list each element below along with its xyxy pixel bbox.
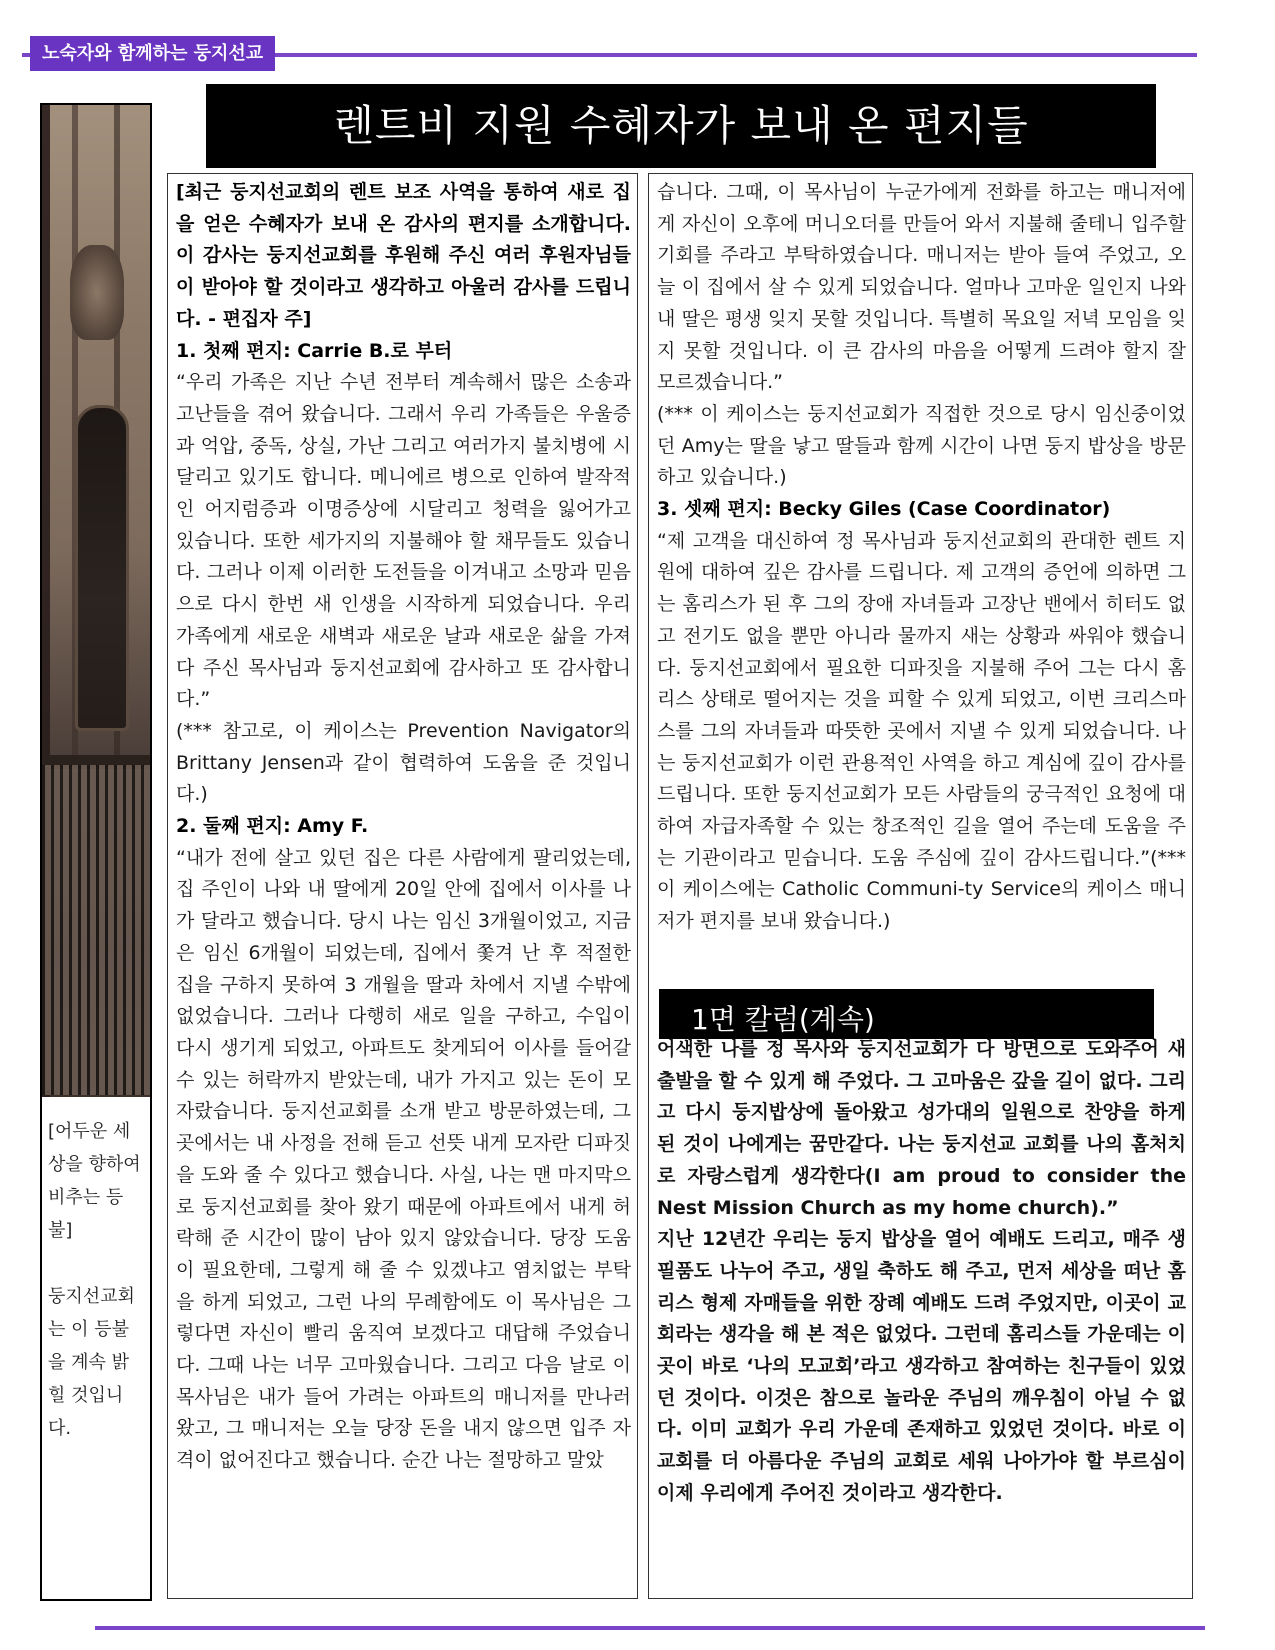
sidebar-caption	[48, 1115, 144, 1445]
page-title: 렌트비 지원 수혜자가 보내 온 편지들	[206, 84, 1156, 168]
editor-intro: [최근 둥지선교회의 렌트 보조 사역을 통하여 새로 집을 얻은 수혜자가 보내 온 감사의 편지를 소개합니다. 이 감사는 둥지선교회를 후원해 주신 여러 후원자님들이 받아야 할 것이라고 생각하고 아울러 감사를 드립니다. - 편집자 주]	[176, 181, 631, 330]
letter3-body: “제 고객을 대신하여 정 목사님과 둥지선교회의 관대한 렌트 지원에 대하여 깊은 감사를 드립니다. 제 고객의 증언에 의하면 그는 홈리스가 된 후 그의 장애 자녀들과 고장난 밴에서 히터도 없고 전기도 없을 뿐만 아니라 물까지 새는 상황과 싸워야 했습니다. 둥지선교회에서 필요한 디파짓을 지불해 주어 그는 다시 홈리스 상태로 떨어지는 것을 피할 수 있게 되었고, 이번 크리스마스를 그의 자녀들과 따뜻한 곳에서 지낼 수 있게 되었습니다. 나는 둥지선교회가 이런 관용적인 사역을 하고 계심에 깊이 감사를 드립니다. 또한 둥지선교회가 모든 사람들의 궁극적인 요청에 대하여 자급자족할 수 있는 창조적인 길을 열어 주는데 도움을 주는 기관이라고 믿습니다. 도움 주심에 깊이 감사드립니다.”(*** 이 케이스에는 Catholic Communi-ty Service의 케이스 매니저가 편지를 보내 왔습니다.)	[657, 529, 1186, 933]
letter1-body: “우리 가족은 지난 수년 전부터 계속해서 많은 소송과 고난들을 겪어 왔습니다. 그래서 우리 가족들은 우울증과 억압, 중독, 상실, 가난 그리고 여러가지 불치병에 시달리고 있기도 합니다. 메니에르 병으로 인하여 발작적인 어지럼증과 이명증상에 시달리고 청력을 잃어가고 있습니다. 또한 세가지의 지불해야 할 채무들도 있습니다. 그러나 이제 이러한 도전들을 이겨내고 소망과 믿음으로 다시 한번 새 인생을 시작하게 되었습니다. 우리 가족에게 새로운 새벽과 새로운 날과 새로운 삶을 가져다 주신 목사님과 둥지선교회에 감사하고 또 감사합니다.”	[176, 371, 631, 711]
left-column	[167, 173, 638, 1599]
column-continued-para1: 어색한 나를 정 목사와 둥지선교회가 다 방면으로 도와주어 새 출발을 할 수 있게 해 주었다. 그 고마움은 갚을 길이 없다. 그리고 다시 둥지밥상에 돌아왔고 성가대의 일원으로 찬양을 하게 된 것이 나에게는 꿈만같다. 나는 둥지선교 교회를 나의 홈처치로 자랑스럽게 생각한다(I am proud to consider the Nest Mission Church as my home church).”	[657, 1038, 1186, 1219]
caption-lamp: [어두운 세상을 향하여 비추는 등불]	[48, 1121, 141, 1241]
statue-shape	[70, 245, 124, 340]
section-tab: 노숙자와 함께하는 둥지선교	[30, 36, 275, 71]
letter2-continued: 습니다. 그때, 이 목사님이 누군가에게 전화를 하고는 매니저에게 자신이 오후에 머니오더를 만들어 와서 지불해 줄테니 입주할 기회를 주라고 부탁하였습니다. 매니저는 받아 들여 주었고, 오늘 이 집에서 살 수 있게 되었습니다. 얼마나 고마운 일인지 나와 내 딸은 평생 잊지 못할 것입니다. 특별히 목요일 저녁 모임을 잊지 못할 것입니다. 이 큰 감사의 마음을 어떻게 드려야 할지 잘 모르겠습니다.”	[657, 181, 1186, 394]
column-continued-para2: 지난 12년간 우리는 둥지 밥상을 열어 예배도 드리고, 매주 생필품도 나누어 주고, 생일 축하도 해 주고, 먼저 세상을 떠난 홈리스 형제 자매들을 위한 장례 예배도 드려 주었지만, 이곳이 교회라는 생각을 해 본 적은 없었다. 그런데 홈리스들 가운데는 이곳이 바로 ‘나의 모교회’라고 생각하고 참여하는 친구들이 있었던 것이다. 이것은 참으로 놀라운 주님의 깨우침이 아닐 수 없다. 이미 교회가 우리 가운데 존재하고 있었던 것이다. 바로 이 교회를 더 아름다운 주님의 교회로 세워 나아가야 할 부르심이 이제 우리에게 주어진 것이라고 생각한다.	[657, 1228, 1186, 1504]
railing-shape	[42, 765, 150, 1095]
footer-rule	[95, 1626, 1205, 1630]
right-column	[648, 173, 1193, 1599]
lantern-photo	[42, 105, 150, 1097]
letter1-heading: 1. 첫째 편지: Carrie B.로 부터	[176, 339, 453, 362]
letter2-heading: 2. 둘째 편지: Amy F.	[176, 815, 369, 838]
letter2-body: “내가 전에 살고 있던 집은 다른 사람에게 팔리었는데, 집 주인이 나와 내 딸에게 20일 안에 집에서 이사를 나가 달라고 했습니다. 당시 나는 임신 3개월이었고, 지금은 임신 6개월이 되었는데, 집에서 쫓겨 난 후 적절한 집을 구하지 못하여 3 개월을 딸과 차에서 지낼 수밖에 없었습니다. 그러나 다행히 새로 일을 구하고, 수입이 다시 생기게 되었고, 아파트도 찾게되어 이사를 들어갈 수 있는 허락까지 받았는데, 내가 가지고 있는 돈이 모자랐습니다. 둥지선교회를 소개 받고 방문하였는데, 그곳에서는 내 사정을 전해 듣고 선뜻 내게 모자란 디파짓을 도와 줄 수 있다고 했습니다. 사실, 나는 맨 마지막으로 둥지선교회를 찾아 왔기 때문에 아파트에서 내게 허락해 준 시간이 많이 남아 있지 않았습니다. 당장 도움이 필요한데, 그렇게 해 줄 수 있겠냐고 염치없는 부탁을 하게 되었고, 그런 나의 무례함에도 이 목사님은 그렇다면 자신이 빨리 움직여 보겠다고 대답해 주었습니다. 그때 나는 너무 고마웠습니다. 그리고 다음 날로 이 목사님은 내가 들어 가려는 아파트의 매니저를 만나러 왔고, 그 매니저는 오늘 당장 돈을 내지 않으면 입주 자격이 없어진다고 했습니다. 순간 나는 절망하고 말았	[176, 846, 631, 1472]
caption-keep-lit: 둥지선교회는 이 등불을 계속 밝힐 것입니다.	[48, 1286, 135, 1439]
sidebar	[40, 103, 152, 1601]
letter3-heading: 3. 셋째 편지: Becky Giles (Case Coordinator)	[657, 498, 1111, 521]
arched-window-shape	[75, 405, 129, 731]
letter2-note: (*** 이 케이스는 둥지선교회가 직접한 것으로 당시 임신중이었던 Amy는 딸을 낳고 딸들과 함께 시간이 나면 둥지 밥상을 방문하고 있습니다.)	[657, 402, 1186, 489]
column-continued-heading: 1면 칼럼(계속)	[659, 989, 1154, 1039]
letter1-note: (*** 참고로, 이 케이스는 Prevention Navigator의 Brittany Jensen과 같이 협력하여 도움을 준 것입니다.)	[176, 719, 631, 806]
